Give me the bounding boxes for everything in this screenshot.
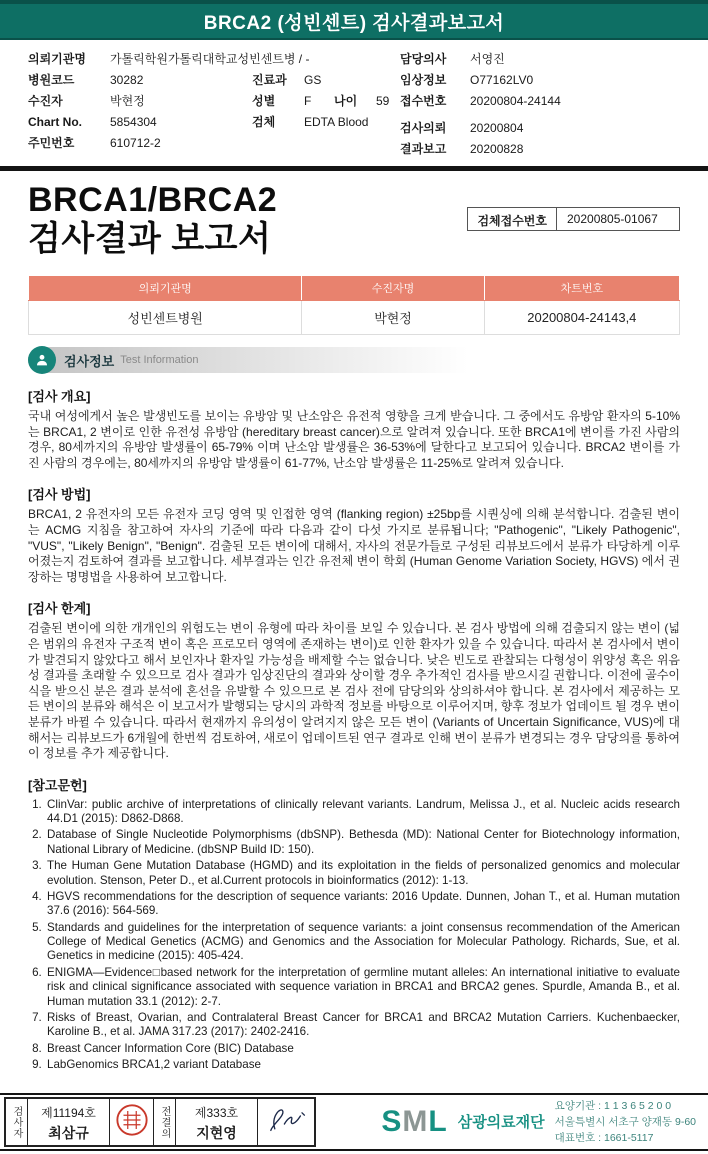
age-label: 나이 — [334, 94, 358, 108]
reference-item: 9. LabGenomics BRCA1,2 variant Database — [45, 1058, 680, 1072]
signature-box — [4, 1097, 316, 1147]
specimen-receipt-label: 검체접수번호 — [468, 208, 557, 230]
chart-no-value: 5854304 — [110, 115, 157, 129]
clinical-info-value: O77162LV0 — [470, 73, 534, 87]
summary-table-header-row — [29, 276, 680, 301]
chart-no-label: Chart No. — [28, 115, 82, 129]
info-row-request-date — [400, 118, 680, 139]
approver-cert-number: 제333호 — [194, 1106, 239, 1120]
summary-col-patient: 수진자명 — [302, 276, 484, 301]
reference-item: 6. ENIGMA—Evidence□based network for the interpretation of germline mutant alleles: An international initiative to evaluate risk and clinical significance associated with sequence variation in BRCA1 and BRCA2 genes. Spurdle, Amanda B., et al. Human mutation 33.1 (2012): 2-7. — [45, 966, 680, 1009]
lab-org-name: 삼광의료재단 — [457, 1114, 545, 1132]
org-value: 가톨릭학원가톨릭대학교성빈센트병 / - — [110, 52, 310, 66]
report-title — [28, 181, 277, 259]
lab-phone: 대표번호 : 1661-5117 — [554, 1132, 654, 1145]
summary-table-data-row — [29, 301, 680, 335]
info-row-org — [28, 49, 400, 70]
patient-info — [0, 40, 708, 166]
info-row-clinical — [400, 70, 680, 91]
age-value: 59 — [376, 94, 390, 108]
specimen-receipt-box — [467, 207, 680, 231]
doctor-label: 담당의사 — [400, 52, 447, 66]
references-heading: [참고문헌] — [28, 777, 87, 793]
hospital-code-label: 병원코드 — [28, 73, 75, 87]
examiner-name: 최삼규 — [48, 1125, 89, 1141]
patient-info-left — [28, 49, 400, 160]
section-method-body: BRCA1, 2 유전자의 모든 유전자 코딩 영역 및 인접한 영역 (flanking region) ±25bp를 시퀀싱에 의해 분석합니다. 검출된 변이는 ACMG 지침을 참고하여 자사의 기준에 따라 다음과 같이 다섯 가지로 분류됩니다; "Pathogenic", "Likely Pathogenic", "VUS", "Likely Benign", "Benign". 검출된 모든 변이에 대해서, 자사의 전문가들로 구성된 리뷰보드에서 분류가 타당하게 이루어졌는지 검토하여 결과를 보고합니다. 세부결과는 인간 유전체 변이 학회 (Human Genome Variation Society, HGVS) 에서 권장하는 명명법을 사용하여 보고합니다. — [28, 507, 680, 584]
rrn-value: 610712-2 — [110, 136, 161, 150]
lab-brand — [381, 1098, 700, 1147]
info-row-report-date — [400, 139, 680, 160]
info-row-receipt — [400, 91, 680, 112]
references-list — [28, 798, 680, 1073]
patient-label: 수진자 — [28, 94, 63, 108]
summary-col-chart: 차트번호 — [484, 276, 679, 301]
sml-logo — [381, 1104, 448, 1138]
specimen-label: 검체 — [252, 115, 276, 129]
section-overview-heading: [검사 개요] — [28, 389, 91, 404]
approver-signature-cell — [258, 1099, 314, 1145]
rrn-label: 주민번호 — [28, 136, 75, 150]
specimen-receipt-number: 20200805-01067 — [567, 212, 658, 226]
lab-contact-block — [555, 1098, 696, 1147]
approver-cell — [176, 1099, 258, 1145]
section-overview-body: 국내 여성에게서 높은 발생빈도를 보이는 유방암 및 난소암은 유전적 영향을 크게 받습니다. 그 중에서도 유방암 환자의 5-10%는 BRCA1, 2 변이로 인한 유전성 유방암 (hereditary breast cancer)으로 알려져 있습니다. 또한 BRCA1에 변이를 가진 사람의 경우, 80세까지의 유방암 발생률이 65-79% 이며 난소암 발생률은 36-53%에 달한다고 보고되어 있습니다. BRCA2 변이를 가진 사람의 경우에는, 80세까지의 유방암 발생률이 61-77%, 난소암 발생률은 11-25%로 알려져 있습니다. — [28, 409, 680, 470]
info-row-doctor — [400, 49, 680, 70]
approver-name: 지현영 — [196, 1125, 237, 1141]
reference-item: 8. Breast Cancer Information Core (BIC) Database — [45, 1042, 680, 1056]
examiner-role-label: 검사자 — [6, 1099, 28, 1145]
clinical-info-label: 임상정보 — [400, 73, 447, 87]
section-overview — [28, 386, 680, 471]
request-date-label: 검사의뢰 — [400, 121, 447, 135]
summary-chart-value: 20200804-24143,4 — [484, 301, 679, 335]
summary-org-value: 성빈센트병원 — [29, 301, 302, 335]
hospital-code-value: 30282 — [110, 73, 144, 87]
sex-value: F — [304, 94, 312, 108]
lab-address: 서울특별시 서초구 양재동 9-60 — [554, 1115, 696, 1128]
signature-icon — [262, 1103, 310, 1142]
department-label: 진료과 — [252, 73, 287, 87]
lab-org-code: 요양기관 : 1 1 3 6 5 2 0 0 — [554, 1099, 672, 1112]
reference-item: 5. Standards and guidelines for the interpretation of sequence variants: a joint consensus recommendation of the American College of Medical Genetics (ACMG) and Genomics and the Association for Molecular Pathology. Richards, Sue, et al. Genetics in medicine (2015): 405-424. — [45, 921, 680, 964]
report-title-line1: BRCA1/BRCA2 — [28, 181, 278, 219]
specimen-value: EDTA Blood — [304, 115, 369, 129]
summary-col-org: 의뢰기관명 — [29, 276, 302, 301]
reference-item: 2. Database of Single Nucleotide Polymorphisms (dbSNP). Bethesda (MD): National Center for Biotechnology information, National Library of Medicine. (dbSNP Build ID: 150). — [45, 828, 680, 857]
report-header-bar — [0, 0, 708, 40]
section-limitations-heading: [검사 한계] — [28, 601, 91, 617]
examiner-cell — [28, 1099, 110, 1145]
section-limitations — [28, 598, 680, 761]
report-date-value: 20200828 — [470, 142, 524, 156]
doctor-value: 서영진 — [470, 52, 505, 66]
examiner-stamp-cell — [110, 1099, 154, 1145]
report-footer — [0, 1093, 708, 1151]
receipt-no-value: 20200804-24144 — [470, 94, 561, 108]
report-date-label: 결과보고 — [400, 142, 447, 156]
examiner-cert-number: 제11194호 — [41, 1106, 96, 1120]
info-row-patient — [28, 91, 400, 112]
request-date-value: 20200804 — [470, 121, 524, 135]
report-title-line2: 검사결과 보고서 — [28, 220, 272, 258]
reference-item: 4. HGVS recommendations for the description of sequence variants: 2016 Update. Dunnen, Johan T., et al. Human mutation 37.6 (2016): 564-569. — [45, 890, 680, 919]
reference-item: 1. ClinVar: public archive of interpretations of clinically relevant variants. Landrum, Melissa J., et al. Nucleic acids research 44.D1 (2015): D862-D868. — [45, 798, 680, 827]
reference-item: 7. Risks of Breast, Ovarian, and Contralateral Breast Cancer for BRCA1 and BRCA2 Mutation Carriers. Kuchenbaecker, Karoline B., et al. JAMA 317.23 (2017): 2402-2416. — [45, 1011, 680, 1040]
info-row-chart — [28, 112, 400, 133]
approver-role-label: 전결의 — [154, 1099, 176, 1145]
reference-item: 3. The Human Gene Mutation Database (HGMD) and its exploitation in the fields of personalized genomics and molecular evolution. Stenson, Peter D., et al.Current protocols in bioinformatics (2012): 1-13. — [45, 859, 680, 888]
org-label: 의뢰기관명 — [28, 52, 86, 66]
section-limitations-body: 검출된 변이에 의한 개개인의 위험도는 변이 유형에 따라 차이를 보일 수 있습니다. 본 검사 방법에 의해 검출되지 않는 변이 (넓은 범위의 유전자 구조적 변이 혹은 프로모터 영역에 존재하는 변이)로 인한 환자가 있을 수 있습니다. 따라서 본 검사에서 변이가 발견되지 않았다고 해서 보인자나 환자일 가능성을 배제할 수는 없습니다. 낮은 빈도로 관찰되는 다형성이 위양성 혹은 위음성 결과를 초래할 수 있으므로 검사 결과가 임상진단의 결과와 상이할 경우 추가적인 검사를 받으시길 권합니다. 이전에 골수이식을 받으신 분은 결과 분석에 혼선을 유발할 수 있으므로 본 검사 전에 담당의와 상의하셔야 합니다. 본 검사에서 제공하는 모든 변이의 분류와 해석은 이 보고서가 발행되는 당시의 과학적 정보를 바탕으로 이루어지며, 향후 정보가 업데이트 될 경우 변이 분류가 바뀔 수 있습니다. 따라서 현재까지 유의성이 알려지지 않은 모든 변이 (Variants of Uncertain Significance, VUS)에 대해서는 리뷰보드가 6개월에 한번씩 검토하여, 새로이 업데이트된 연구 결과로 인해 변이 분류가 변경되는 경우 담당의를 통하여 이 정보를 추가 제공합니다. — [28, 621, 680, 761]
report-header-title: BRCA2 (성빈센트) 검사결과보고서 — [203, 12, 505, 34]
info-row-hospcode — [28, 70, 400, 91]
summary-patient-value: 박현정 — [302, 301, 484, 335]
sml-logo-letter: L — [428, 1104, 448, 1138]
patient-name-value: 박현정 — [110, 94, 145, 108]
sml-logo-letter: S — [381, 1104, 403, 1138]
test-info-title-ko: 검사정보 — [64, 353, 115, 369]
info-row-rrn — [28, 133, 400, 154]
sml-logo-letter: M — [402, 1104, 429, 1138]
summary-table — [28, 275, 680, 335]
section-method — [28, 484, 680, 585]
section-references — [28, 775, 680, 1073]
patient-info-right — [400, 49, 680, 160]
section-method-heading: [검사 방법] — [28, 487, 91, 503]
test-info-bar — [28, 347, 468, 373]
receipt-no-label: 접수번호 — [400, 94, 447, 108]
sex-label: 성별 — [252, 94, 276, 108]
seal-stamp-icon — [115, 1103, 149, 1142]
title-block — [0, 171, 708, 263]
department-value: GS — [304, 73, 322, 87]
test-info-title-en: Test Information — [120, 354, 199, 366]
person-icon — [28, 346, 56, 374]
